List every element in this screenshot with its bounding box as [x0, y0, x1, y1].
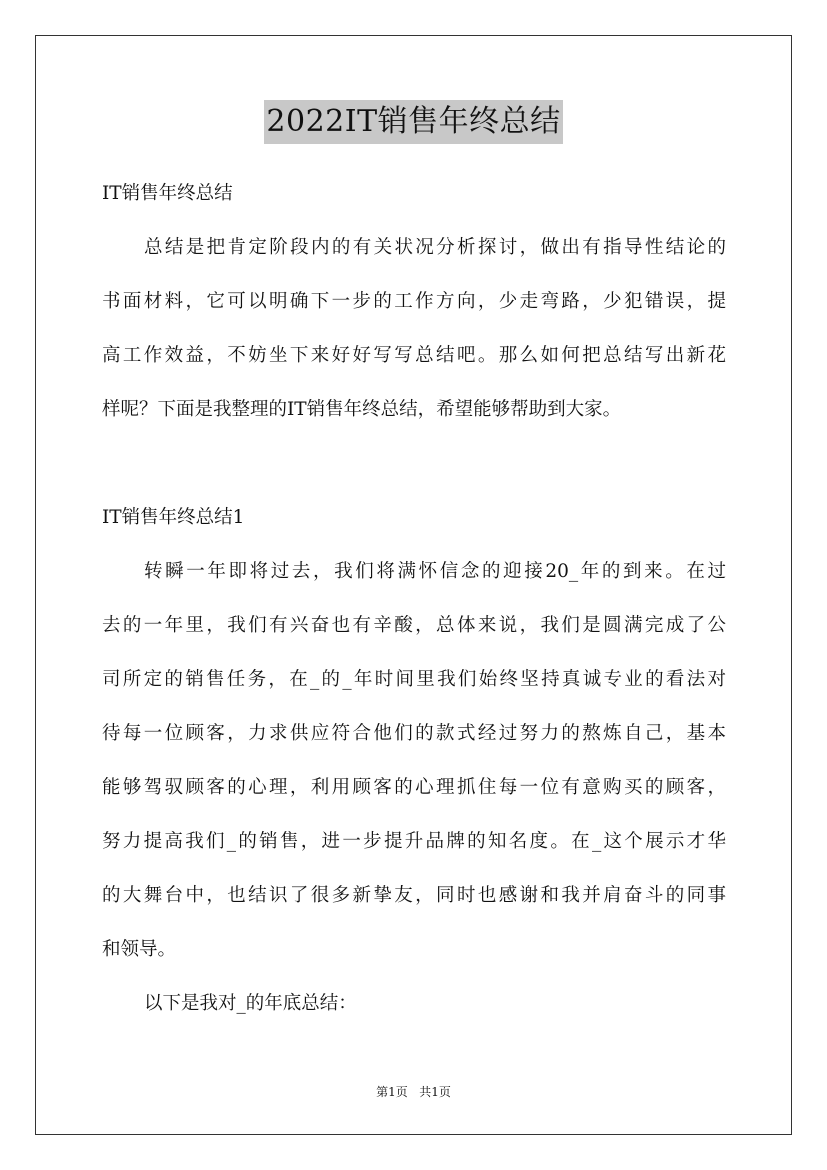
- page-number: 第1页: [376, 1085, 408, 1099]
- section-line: 去的一年里，我们有兴奋也有辛酸，总体来说，我们是圆满完成了公: [102, 615, 726, 636]
- document-body: [102, 176, 726, 1040]
- page-footer: [0, 1083, 827, 1101]
- section-line: 和领导。: [102, 939, 177, 960]
- closing-line: 以下是我对_的年底总结：: [144, 993, 357, 1014]
- section-line: 司所定的销售任务，在_的_年时间里我们始终坚持真诚专业的看法对: [102, 669, 726, 690]
- subtitle: IT销售年终总结: [102, 183, 233, 204]
- intro-line: 总结是把肯定阶段内的有关状况分析探讨，做出有指导性结论的: [144, 237, 726, 258]
- document-title: 2022IT销售年终总结: [264, 100, 562, 144]
- section-line: 的大舞台中，也结识了很多新挚友，同时也感谢和我并肩奋斗的同事: [102, 885, 726, 906]
- paragraph-gap: [102, 446, 726, 500]
- intro-line: 书面材料，它可以明确下一步的工作方向，少走弯路，少犯错误，提: [102, 291, 726, 312]
- section-line: 转瞬一年即将过去，我们将满怀信念的迎接20_年的到来。在过: [144, 561, 726, 582]
- title-container: [0, 100, 827, 144]
- intro-line: 样呢？下面是我整理的IT销售年终总结，希望能够帮助到大家。: [102, 399, 622, 420]
- section-heading: IT销售年终总结1: [102, 507, 245, 528]
- page-total: 共1页: [419, 1085, 451, 1099]
- section-line: 努力提高我们_的销售，进一步提升品牌的知名度。在_这个展示才华: [102, 831, 726, 852]
- section-line: 待每一位顾客，力求供应符合他们的款式经过努力的熬炼自己，基本: [102, 723, 726, 744]
- intro-line: 高工作效益，不妨坐下来好好写写总结吧。那么如何把总结写出新花: [102, 345, 726, 366]
- section-line: 能够驾驭顾客的心理，利用顾客的心理抓住每一位有意购买的顾客，: [102, 777, 726, 798]
